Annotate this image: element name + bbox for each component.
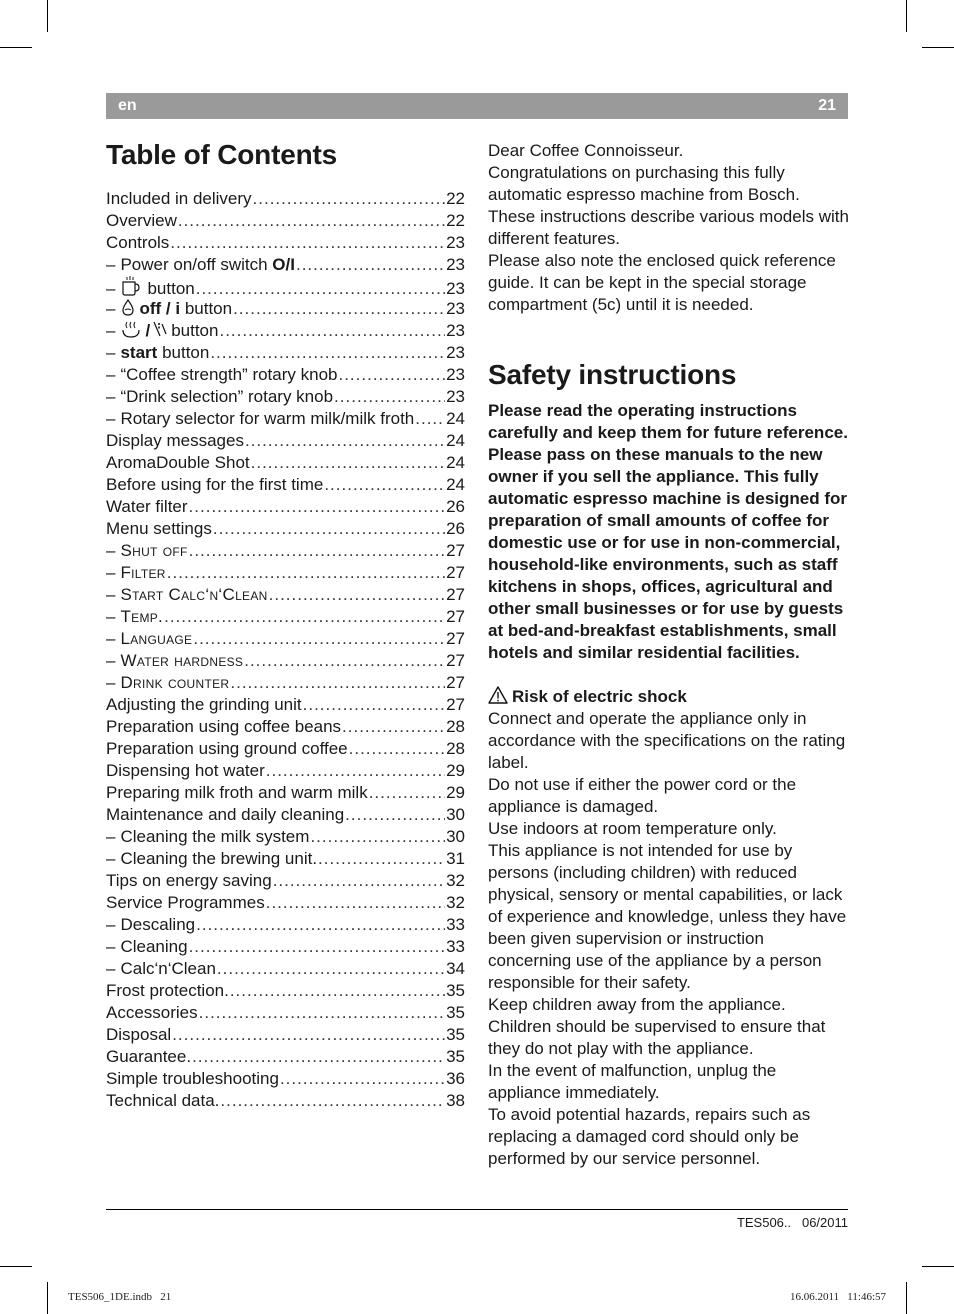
toc-entry-page: 23: [446, 233, 465, 252]
toc-entry-page: 31: [446, 849, 465, 868]
toc-entry-label: “Drink selection” rotary knob: [120, 387, 334, 406]
toc-entry-label: Rotary selector for warm milk/milk froth: [120, 409, 415, 428]
toc-entry: [106, 1002, 465, 1024]
toc-entry: [106, 716, 465, 738]
crop-mark: [906, 0, 907, 32]
toc-entry: [106, 1024, 465, 1046]
toc-entry-page: 24: [446, 431, 465, 450]
crop-mark: [47, 1282, 48, 1314]
crop-mark: [47, 0, 48, 32]
toc-entry-label: Before using for the first time: [106, 475, 324, 494]
safety-paragraphs: [488, 708, 850, 1170]
toc-entry-label: Adjusting the grinding unit: [106, 695, 302, 714]
toc-entry: [106, 980, 465, 1002]
toc-entry-page: 35: [446, 981, 465, 1000]
toc-entry-page: 27: [446, 607, 465, 626]
toc-entry-label: Start Calc‘n‘Clean: [120, 585, 268, 604]
toc-entry-label: Overview: [106, 211, 177, 230]
leader-dots: [220, 1090, 445, 1112]
toc-entry-label: Disposal: [106, 1025, 172, 1044]
leader-dots: [269, 584, 445, 606]
safety-paragraph: In the event of malfunction, unplug the appliance immediately.: [488, 1061, 777, 1102]
toc-entry-label: Simple troubleshooting: [106, 1069, 279, 1088]
toc-entry-page: 33: [446, 937, 465, 956]
leader-dots: [318, 848, 445, 870]
toc-entry: – “Coffee strength” rotary knob ..... 23: [106, 364, 465, 386]
toc-entry-page: 32: [446, 893, 465, 912]
leader-dots: [196, 278, 445, 298]
toc-entry: – Drink counter ..... 27: [106, 672, 465, 694]
crop-mark: [922, 1266, 954, 1267]
toc-entry-label: Dispensing hot water: [106, 761, 265, 780]
toc-entry-page: 28: [446, 717, 465, 736]
toc-entry-page: 36: [446, 1069, 465, 1088]
leader-dots: [230, 980, 445, 1002]
leader-dots: [296, 254, 445, 276]
toc-entry: – Water hardness ..... 27: [106, 650, 465, 672]
toc-entry: – start button ..... 23: [106, 342, 465, 364]
footer-rule: [106, 1209, 848, 1210]
toc-entry-page: 23: [446, 387, 465, 406]
toc-entry-label: Filter: [120, 563, 166, 582]
toc-entry: – Shut off ..... 27: [106, 540, 465, 562]
toc-entry: [106, 474, 465, 496]
warning-triangle-icon: [488, 686, 508, 704]
leader-dots: [310, 826, 445, 848]
safety-paragraph: Do not use if either the power cord or the appliance is damaged.: [488, 775, 797, 816]
content-column: [488, 140, 850, 1170]
toc-entry-label: off / i button: [120, 298, 232, 320]
toc-entry-page: 29: [446, 761, 465, 780]
safety-paragraph: Use indoors at room temperature only.: [488, 819, 777, 838]
toc-entry-page: 27: [446, 673, 465, 692]
toc-entry-label: button: [120, 276, 194, 298]
toc-entry-label: Preparation using coffee beans: [106, 717, 342, 736]
toc-entry: [106, 188, 465, 210]
toc-entry: [106, 760, 465, 782]
safety-paragraph: This appliance is not intended for use by persons (including children) with reduced physical, sensory or mental capabilities, or lack of experience and knowledge, unless they have been given supervision or instruction concerning use of the appliance by a person responsible for their safety.: [488, 841, 847, 992]
safety-paragraph: Keep children away from the appliance.: [488, 995, 786, 1014]
toc-entry-page: 35: [446, 1003, 465, 1022]
leader-dots: [167, 562, 445, 584]
toc-entry-page: 24: [446, 409, 465, 428]
toc-entry-page: 26: [446, 519, 465, 538]
leader-dots: [213, 518, 445, 540]
toc-entry: [106, 870, 465, 892]
safety-title: Safety instructions: [488, 359, 737, 390]
toc-entry: [106, 892, 465, 914]
language-code: en: [118, 97, 137, 114]
leader-dots: [415, 408, 445, 430]
toc-entry: [106, 518, 465, 540]
leader-dots: [196, 914, 445, 936]
leader-dots: [193, 628, 445, 650]
toc-entry: [106, 782, 465, 804]
toc-entry-label: Shut off: [120, 541, 188, 560]
toc-entry: – button ..... 23: [106, 276, 465, 298]
toc-entry: – / button ..... 23: [106, 320, 465, 342]
toc-entry: [106, 232, 465, 254]
toc-entry-label: Preparation using ground coffee: [106, 739, 348, 758]
leader-dots: [342, 716, 445, 738]
page-header-bar: [106, 93, 848, 119]
intro-note: Please also note the enclosed quick reference guide. It can be kept in the special storage compartment (5c) until it is needed.: [488, 251, 836, 314]
toc-entry: [106, 804, 465, 826]
toc-entry-page: 24: [446, 475, 465, 494]
hot-water-icon: [150, 321, 171, 340]
leader-dots: [280, 1068, 445, 1090]
toc-entry: [106, 496, 465, 518]
toc-entry-label: Water filter: [106, 497, 188, 516]
toc-entry-page: 33: [446, 915, 465, 934]
toc-entry: – off / i button ..... 23: [106, 298, 465, 320]
leader-dots: [230, 672, 445, 694]
toc-entry-label: Power on/off switch O/I: [120, 255, 295, 274]
toc-entry-page: 27: [446, 563, 465, 582]
warning-heading: [488, 686, 850, 708]
toc-entry: – Power on/off switch O/I ..... 23: [106, 254, 465, 276]
toc-entry: [106, 430, 465, 452]
toc-entry-page: 35: [446, 1025, 465, 1044]
leader-dots: [334, 386, 445, 408]
leader-dots: [172, 1024, 445, 1046]
toc-list: [106, 188, 465, 1112]
toc-entry: – Language ..... 27: [106, 628, 465, 650]
warning-title: Risk of electric shock: [512, 687, 687, 706]
leader-dots: [245, 430, 445, 452]
toc-entry: [106, 738, 465, 760]
leader-dots: [369, 782, 445, 804]
toc-entry-label: Cleaning the brewing unit.: [120, 849, 318, 868]
toc-entry-label: Water hardness: [120, 651, 244, 670]
toc-entry: [106, 1046, 465, 1068]
footer-doc-code: TES506.. 06/2011: [736, 1215, 848, 1230]
leader-dots: [189, 936, 446, 958]
toc-entry-page: 24: [446, 453, 465, 472]
toc-entry-page: 27: [446, 629, 465, 648]
leader-dots: [324, 474, 445, 496]
toc-entry-page: 26: [446, 497, 465, 516]
crop-mark: [922, 47, 954, 48]
toc-entry: – Cleaning the brewing unit. ..... 31: [106, 848, 465, 870]
leader-dots: [189, 496, 446, 518]
toc-entry-label: Guarantee.: [106, 1047, 192, 1066]
leader-dots: [349, 738, 445, 760]
leader-dots: [266, 892, 445, 914]
safety-paragraph: To avoid potential hazards, repairs such as replacing a damaged cord should only be performed by our service personnel.: [488, 1105, 811, 1168]
leader-dots: [345, 804, 445, 826]
toc-entry-page: 32: [446, 871, 465, 890]
leader-dots: [199, 1002, 445, 1024]
toc-entry-page: 27: [446, 585, 465, 604]
toc-entry-label: Controls: [106, 233, 170, 252]
toc-entry-label: Menu settings: [106, 519, 212, 538]
toc-entry-label: Service Programmes: [106, 893, 265, 912]
safety-paragraph: Children should be supervised to ensure that they do not play with the appliance.: [488, 1017, 826, 1058]
steam-icon: [120, 321, 145, 340]
crop-mark: [906, 1282, 907, 1314]
toc-entry-page: 22: [446, 211, 465, 230]
toc-entry-label: Included in delivery: [106, 189, 252, 208]
toc-entry-page: 27: [446, 651, 465, 670]
leader-dots: [253, 188, 446, 210]
toc-entry: [106, 1090, 465, 1112]
toc-entry-label: Cleaning the milk system: [120, 827, 310, 846]
toc-entry: [106, 452, 465, 474]
toc-entry-label: Accessories: [106, 1003, 198, 1022]
toc-entry: – Filter ..... 27: [106, 562, 465, 584]
leader-dots: [233, 298, 445, 320]
toc-entry-label: / button: [120, 320, 218, 342]
toc-entry: [106, 210, 465, 232]
crop-mark: [0, 1266, 32, 1267]
toc-entry: [106, 1068, 465, 1090]
toc-entry: – “Drink selection” rotary knob ..... 23: [106, 386, 465, 408]
toc-entry: [106, 694, 465, 716]
toc-entry-label: Cleaning: [120, 937, 188, 956]
slug-file: TES506_1DE.indb 21: [68, 1291, 172, 1303]
toc-title: Table of Contents: [106, 139, 337, 170]
toc-entry: – Start Calc‘n‘Clean ..... 27: [106, 584, 465, 606]
toc-entry: – Cleaning the milk system ..... 30: [106, 826, 465, 848]
cup-icon: [120, 279, 147, 298]
toc-entry-page: 23: [446, 321, 465, 340]
leader-dots: [244, 650, 445, 672]
safety-paragraph: Connect and operate the appliance only in accordance with the specifications on the rating label.: [488, 709, 846, 772]
toc-entry-label: start button: [120, 343, 210, 362]
leader-dots: [192, 1046, 445, 1068]
leader-dots: [178, 210, 445, 232]
toc-entry: – Descaling ..... 33: [106, 914, 465, 936]
toc-entry-page: 35: [446, 1047, 465, 1066]
toc-entry-page: 23: [446, 255, 465, 274]
leader-dots: [303, 694, 445, 716]
intro-body: Congratulations on purchasing this fully automatic espresso machine from Bosch. These instructions describe various models with different features.: [488, 163, 849, 248]
leader-dots: [164, 606, 445, 628]
toc-entry-page: 23: [446, 365, 465, 384]
toc-entry-label: Calc‘n‘Clean: [120, 959, 216, 978]
leader-dots: [266, 760, 445, 782]
leader-dots: [338, 364, 445, 386]
toc-entry-label: Technical data.: [106, 1091, 220, 1110]
greeting: Dear Coffee Connoisseur.: [488, 141, 684, 160]
toc-entry-page: 30: [446, 827, 465, 846]
leader-dots: [170, 232, 445, 254]
leader-dots: [219, 320, 445, 342]
toc-entry-page: 23: [446, 299, 465, 318]
toc-entry-label: Display messages: [106, 431, 244, 450]
toc-entry-page: 28: [446, 739, 465, 758]
toc-column: [106, 138, 465, 1112]
toc-entry: – Calc‘n‘Clean ..... 34: [106, 958, 465, 980]
leader-dots: [251, 452, 445, 474]
leader-dots: [210, 342, 445, 364]
toc-entry-label: Preparing milk froth and warm milk: [106, 783, 368, 802]
toc-entry-page: 38: [446, 1091, 465, 1110]
toc-entry-label: “Coffee strength” rotary knob: [120, 365, 338, 384]
toc-entry-page: 23: [446, 279, 465, 298]
toc-entry-page: 27: [446, 541, 465, 560]
toc-entry: – Rotary selector for warm milk/milk froth ..... 24: [106, 408, 465, 430]
toc-entry-page: 30: [446, 805, 465, 824]
page-number: 21: [818, 97, 836, 114]
toc-entry: – Temp. ..... 27: [106, 606, 465, 628]
toc-entry-page: 29: [446, 783, 465, 802]
toc-entry-page: 23: [446, 343, 465, 362]
leader-dots: [217, 958, 445, 980]
toc-entry-page: 22: [446, 189, 465, 208]
toc-entry: – Cleaning ..... 33: [106, 936, 465, 958]
toc-entry-label: Tips on energy saving: [106, 871, 272, 890]
toc-entry-page: 27: [446, 695, 465, 714]
toc-entry-label: Drink counter: [120, 673, 230, 692]
toc-entry-label: Temp.: [120, 607, 164, 626]
milk-icon: [120, 299, 139, 318]
crop-mark: [0, 47, 32, 48]
toc-entry-label: Frost protection.: [106, 981, 229, 1000]
safety-intro: Please read the operating instructions carefully and keep them for future reference. Please pass on these manuals to the new owner if you sell the appliance. This fully automatic espresso machine is designed for preparation of small amounts of coffee for domestic use or for use in non-commercial, household-like environments, such as staff kitchens in shops, offices, agricultural and other small businesses or for use by guests at bed-and-breakfast establishments, small hotels and similar residential facilities.: [488, 401, 848, 662]
leader-dots: [189, 540, 445, 562]
toc-entry-page: 34: [446, 959, 465, 978]
toc-entry-label: AromaDouble Shot: [106, 453, 250, 472]
toc-entry-label: Language: [120, 629, 193, 648]
toc-entry-label: Descaling: [120, 915, 196, 934]
toc-entry-label: Maintenance and daily cleaning: [106, 805, 345, 824]
leader-dots: [273, 870, 445, 892]
slug-datetime: 16.06.2011 11:46:57: [789, 1291, 886, 1303]
